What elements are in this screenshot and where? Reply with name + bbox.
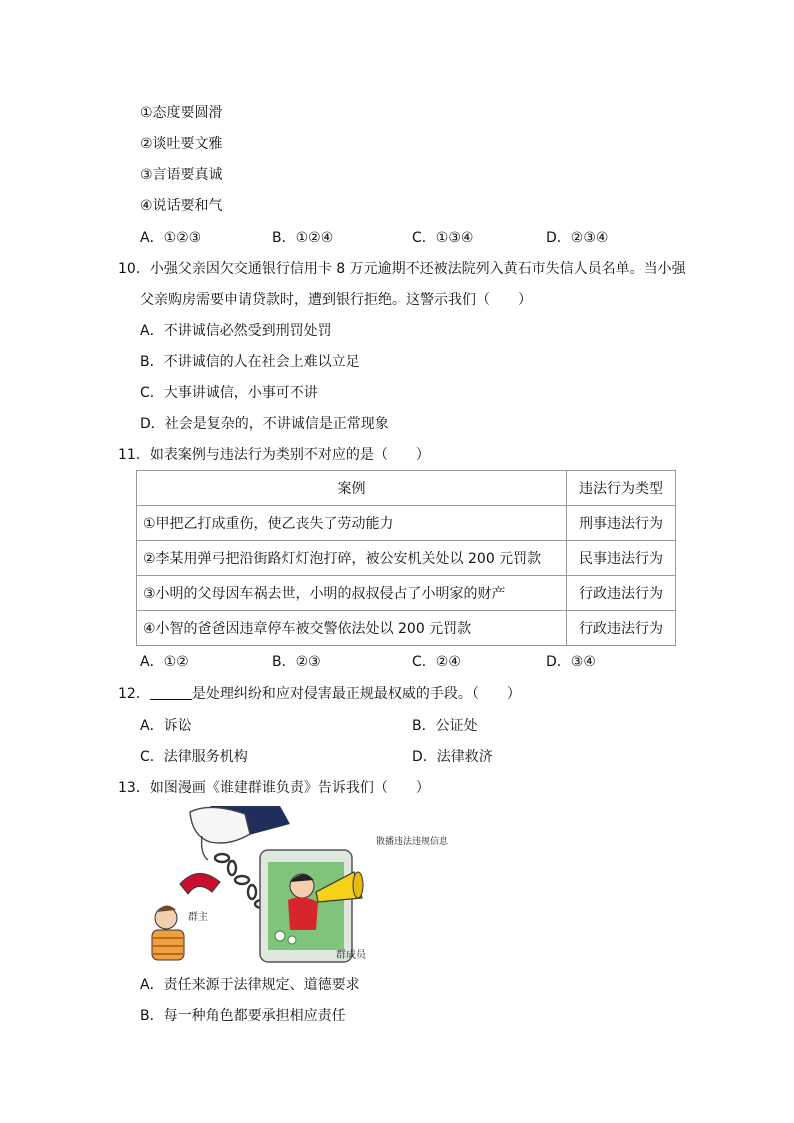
- table-cell-case: ①甲把乙打成重伤，使乙丧失了劳动能力: [137, 506, 567, 541]
- answer-blank: [150, 685, 192, 700]
- magnet-icon: [180, 873, 220, 894]
- q10-option-c: C．大事讲诚信，小事可不讲: [140, 385, 318, 401]
- speech-line: 散播违法违规信息: [376, 837, 449, 847]
- speech-text: [376, 835, 449, 847]
- q11-option-d: D．③④: [546, 654, 596, 670]
- q9-option-d: D．②③④: [546, 230, 609, 246]
- q12-stem: [118, 684, 521, 704]
- cartoon-image: [140, 806, 449, 966]
- q12-option-a: A．诉讼: [140, 718, 192, 734]
- q12-option-b: B．公证处: [412, 718, 478, 734]
- table-cell-type: 刑事违法行为: [567, 506, 676, 541]
- q11-option-b: B．②③: [272, 654, 321, 670]
- table-header-case: 案例: [137, 471, 567, 506]
- q10-option-d: D．社会是复杂的，不讲诚信是正常现象: [140, 416, 389, 432]
- q9-item-4: ④说话要和气: [140, 198, 223, 214]
- q13-stem: 13．如图漫画《谁建群谁负责》告诉我们（ ）: [118, 780, 430, 796]
- member-body: [288, 897, 318, 930]
- table-cell-case: ③小明的父母因车祸去世，小明的叔叔侵占了小明家的财产: [137, 576, 567, 611]
- table-row: [137, 611, 676, 646]
- member-label: 群成员: [336, 950, 366, 961]
- q9-item-2: ②谈吐要文雅: [140, 136, 223, 152]
- table-row: [137, 506, 676, 541]
- table-header-type: 违法行为类型: [567, 471, 676, 506]
- q12-option-d: D．法律救济: [412, 749, 493, 765]
- table-header-row: [137, 471, 676, 506]
- table-row: [137, 576, 676, 611]
- table-cell-case: ②李某用弹弓把沿街路灯灯泡打碎，被公安机关处以 200 元罚款: [137, 541, 567, 576]
- q9-option-c: C．①③④: [412, 230, 474, 246]
- q11-option-c: C．②④: [412, 654, 461, 670]
- q9-item-1: ①态度要圆滑: [140, 105, 223, 121]
- q9-item-3: ③言语要真诚: [140, 167, 223, 183]
- q13-option-b: B．每一种角色都要承担相应责任: [140, 1008, 346, 1024]
- q9-option-b: B．①②④: [272, 230, 334, 246]
- q11-stem: 11．如表案例与违法行为类别不对应的是（ ）: [118, 447, 430, 463]
- q13-option-a: A．责任来源于法律规定、道德要求: [140, 977, 360, 993]
- table-cell-type: 行政违法行为: [567, 611, 676, 646]
- table-row: [137, 541, 676, 576]
- q10-stem-line2: 父亲购房需要申请贷款时，遭到银行拒绝。这警示我们（ ）: [140, 292, 532, 308]
- q12-number: 12．: [118, 686, 150, 702]
- table-cell-type: 民事违法行为: [567, 541, 676, 576]
- q9-option-a: A．①②③: [140, 230, 202, 246]
- q10-option-b: B．不讲诚信的人在社会上难以立足: [140, 354, 360, 370]
- hand-icon: [190, 807, 250, 843]
- table-cell-type: 行政违法行为: [567, 576, 676, 611]
- q10-stem-line1: 10．小强父亲因欠交通银行信用卡 8 万元逾期不还被法院列入黄石市失信人员名单。当小强: [118, 261, 686, 277]
- q10-option-a: A．不讲诚信必然受到刑罚处罚: [140, 323, 332, 339]
- q11-option-a: A．①②: [140, 654, 189, 670]
- table-cell-case: ④小智的爸爸因违章停车被交警依法处以 200 元罚款: [137, 611, 567, 646]
- q11-table: [136, 470, 676, 646]
- owner-label: 群主: [188, 912, 208, 923]
- q12-stem-text: 是处理纠纷和应对侵害最正规最权威的手段。（ ）: [191, 686, 521, 702]
- q12-option-c: C．法律服务机构: [140, 749, 248, 765]
